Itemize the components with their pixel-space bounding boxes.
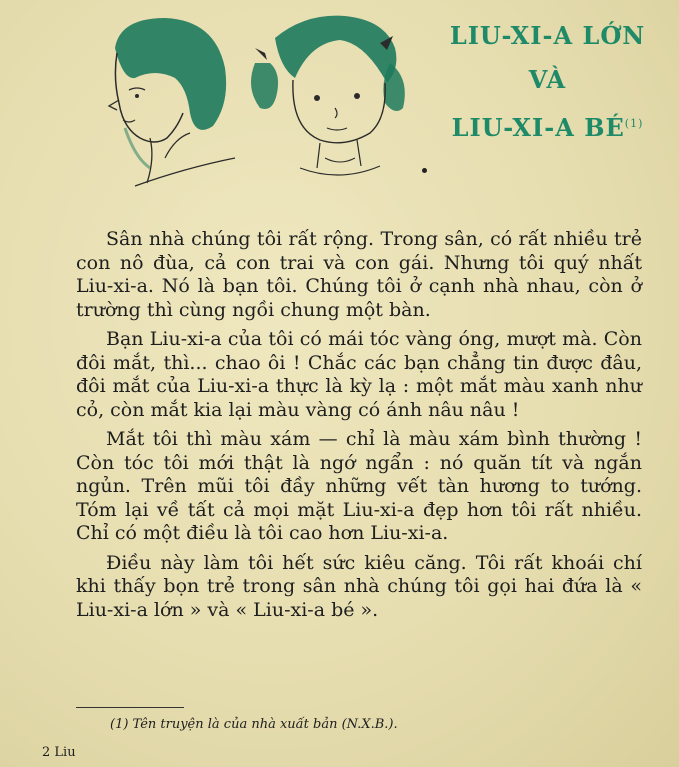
title-footnote-marker: (1) <box>624 117 644 130</box>
title-line-3: LIU-XI-A BÉ <box>451 113 625 142</box>
page-marker: 2 Liu <box>42 745 76 760</box>
footnote-divider <box>76 707 184 708</box>
story-title <box>420 14 675 150</box>
girl-front-drawing <box>251 16 405 175</box>
paragraph-2: Bạn Liu-xi-a của tôi có mái tóc vàng óng, mượt mà. Còn đôi mắt, thì... chao ôi ! Chắc các bạn chẳng tin được đâu, đôi mắt của Liu-xi-a thực là kỳ lạ : một mắt màu xanh như cỏ, còn mắt kia lại màu vàng có ánh nâu nâu ! <box>76 328 642 421</box>
footnote: (1) Tên truyện là của nhà xuất bản (N.X.B.). <box>110 717 398 732</box>
paragraph-3: Mắt tôi thì màu xám — chỉ là màu xám bình thường ! Còn tóc tôi mới thật là ngớ ngẩn : nó quăn tít và ngắn ngủn. Trên mũi tôi đầy những vết tàn hương to tướng. Tóm lại về tất cả mọi mặt Liu-xi-a đẹp hơn tôi rất nhiều. Chỉ có một điều là tôi cao hơn Liu-xi-a. <box>76 428 642 544</box>
girl-profile-drawing <box>109 18 235 186</box>
paragraph-1: Sân nhà chúng tôi rất rộng. Trong sân, có rất nhiều trẻ con nô đùa, cả con trai và con gái. Nhưng tôi quý nhất Liu-xi-a. Nó là bạn tôi. Chúng tôi ở cạnh nhà nhau, còn ở trường thì cùng ngồi chung một bàn. <box>76 228 642 321</box>
title-line-1: LIU-XI-A LỚN <box>449 21 646 50</box>
two-girls-illustration <box>95 8 425 193</box>
paragraph-4: Điều này làm tôi hết sức kiêu căng. Tôi rất khoái chí khi thấy bọn trẻ trong sân nhà chúng tôi gọi hai đứa là « Liu-xi-a lớn » và « Liu-xi-a bé ». <box>76 551 642 621</box>
ornament-dot <box>422 168 427 173</box>
title-line-2: VÀ <box>528 65 567 94</box>
story-body <box>76 228 642 628</box>
